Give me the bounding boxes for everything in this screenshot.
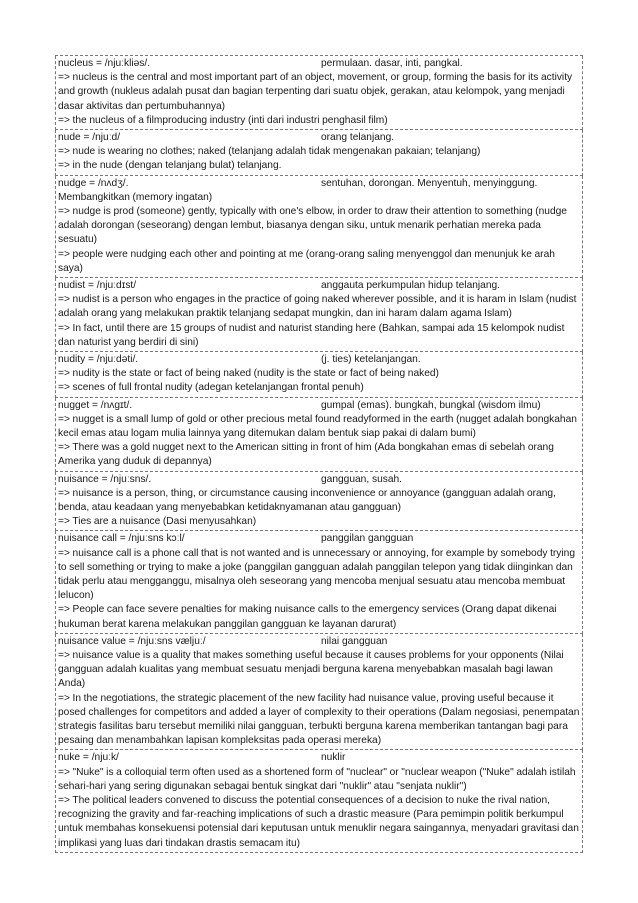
entry-header bbox=[58, 131, 580, 145]
entry-term: nucleus = /njuːkliəs/. bbox=[58, 58, 151, 69]
entry-term: nudist = /njuːdɪst/ bbox=[58, 280, 137, 291]
entry-gloss: orang telanjang. bbox=[321, 132, 395, 143]
entry-line: => nucleus is the central and most important part of an object, movement, or group, forming the basis for its activity and growth (nukleus adalah pusat dan bagian terpenting dari suatu objek, gerakan, atau kelompok, yang menjadi dasar aktivitas dan pertumbuhannya) bbox=[58, 72, 573, 112]
entry-header bbox=[58, 353, 580, 367]
entry-line: => The political leaders convened to discuss the potential consequences of a decision to nuke the rival nation, recognizing the gravity and far-reaching implications of such a drastic measure (Para pemimpin politik berkumpul untuk membahas konsekuensi potensial dari keputusan untuk menuklir negara saingannya, menyadari gravitasi dan implikasi yang luas dari tindakan drastis semacam itu) bbox=[58, 795, 579, 849]
entry-gloss: gumpal (emas). bungkah, bungkal (wisdom ilmu) bbox=[321, 399, 541, 411]
entry-gloss: sentuhan, dorongan. Menyentuh, menyinggung. bbox=[321, 177, 538, 189]
entry-gloss: (j. ties) ketelanjangan. bbox=[321, 354, 421, 365]
entry-header bbox=[58, 57, 580, 71]
dictionary-page bbox=[55, 55, 583, 853]
entry-line: => people were nudging each other and pointing at me (orang-orang saling menyenggol dan menunjuk ke arah saya) bbox=[58, 248, 555, 274]
entry-gloss: anggauta perkumpulan hidup telanjang. bbox=[321, 280, 500, 291]
entry-line: => nuisance value is a quality that makes something useful because it causes problems for your opponents (Nilai gangguan adalah kualitas yang membuat sesuatu menjadi berguna karena menyebabkan masalah bagi lawan Anda) bbox=[58, 649, 564, 690]
entry-term: nuisance = /njuːsns/. bbox=[58, 473, 152, 485]
entry-line: => nude is wearing no clothes; naked (telanjang adalah tidak mengenakan pakaian; telanjang) bbox=[58, 146, 481, 158]
entry-term: nuke = /njuːk/ bbox=[58, 752, 119, 764]
entry-term: nuisance call = /njuːsns kɔːl/ bbox=[58, 533, 185, 545]
entry-line: => nudge is prod (someone) gently, typically with one's elbow, in order to draw their attention to something (nudge adalah dorongan (seseorang) dengan lembut, biasanya dengan siku, untuk menarik perhatian mereka pada sesuatu) bbox=[58, 205, 567, 246]
entry-gloss: nilai gangguan bbox=[321, 635, 388, 647]
entry-term: nuisance value = /njuːsns væljuː/ bbox=[58, 635, 206, 647]
entry-gloss: panggilan gangguan bbox=[321, 533, 414, 545]
entry-line: => the nucleus of a filmproducing industry (inti dari industri penghasil film) bbox=[58, 114, 388, 126]
entry-header bbox=[58, 635, 580, 649]
entry-nugget bbox=[55, 398, 583, 472]
entry-line: => In fact, until there are 15 groups of nudist and naturist standing here (Bahkan, sampai ada 15 kelompok nudist dan naturist yang berdiri di sini) bbox=[58, 322, 565, 348]
entry-line: => Ties are a nuisance (Dasi menyusahkan) bbox=[58, 516, 257, 528]
entry-nudist bbox=[55, 278, 583, 352]
entry-nuisance bbox=[55, 472, 583, 532]
entry-line: => in the nude (dengan telanjang bulat) telanjang. bbox=[58, 160, 282, 172]
entry-header bbox=[58, 279, 580, 293]
entry-line: => nuisance call is a phone call that is not wanted and is unnecessary or annoying, for example by somebody trying to sell something or trying to make a joke (panggilan gangguan adalah panggilan telepon yang tidak diinginkan dan tidak perlu atau mengganggu, misalnya oleh seseorang yang mencoba menjual sesuatu atau mencoba membuat lelucon) bbox=[58, 547, 576, 602]
entry-gloss: permulaan. dasar, inti, pangkal. bbox=[321, 58, 463, 69]
entry-term: nude = /njuːd/ bbox=[58, 132, 121, 143]
entry-header bbox=[58, 177, 580, 191]
entry-nuisance-value bbox=[55, 634, 583, 751]
entry-line: => People can face severe penalties for making nuisance calls to the emergency services (Orang dapat dikenai hukuman berat karena melakukan panggilan gangguan ke layanan darurat) bbox=[58, 604, 557, 630]
entry-line: Membangkitkan (memory ingatan) bbox=[58, 191, 213, 203]
entry-nucleus bbox=[55, 56, 583, 130]
entry-gloss: nuklir bbox=[321, 752, 346, 764]
entry-line: => nuisance is a person, thing, or circumstance causing inconvenience or annoyance (gangguan adalah orang, benda, atau keadaan yang menyebabkan ketidaknyamanan atau gangguan) bbox=[58, 487, 556, 513]
entry-nude bbox=[55, 130, 583, 176]
entry-header bbox=[58, 473, 580, 487]
entry-nuke bbox=[55, 750, 583, 852]
entry-header bbox=[58, 751, 580, 765]
entry-line: => nudist is a person who engages in the practice of going naked wherever possible, and it is haram in Islam (nudist adalah orang yang melakukan praktik telanjang sedapat mungkin, dan ini haram dalam agama Islam) bbox=[58, 294, 577, 320]
entry-nudge bbox=[55, 176, 583, 278]
entry-line: => There was a gold nugget next to the American sitting in front of him (Ada bongkahan emas di sebelah orang Amerika yang duduk di depannya) bbox=[58, 442, 554, 468]
entry-term: nudge = /nʌdʒ/. bbox=[58, 177, 129, 189]
entry-line: => In the negotiations, the strategic placement of the new facility had nuisance value, proving useful because it posed challenges for competitors and added a layer of complexity to their operations (Dalam negosiasi, penempatan strategis fasilitas baru tersebut memiliki nilai gangguan, terbukti berguna karena memberikan tantangan bagi para pesaing dan menambahkan lapisan kompleksitas pada operasi mereka) bbox=[58, 692, 580, 747]
entry-line: => nugget is a small lump of gold or other precious metal found readyformed in the earth (nugget adalah bongkahan kecil emas atau logam mulia lainnya yang ditemukan dalam bentuk siap pakai di dalam bumi) bbox=[58, 413, 577, 439]
entry-line: => scenes of full frontal nudity (adegan ketelanjangan frontal penuh) bbox=[58, 382, 364, 394]
entry-nudity bbox=[55, 352, 583, 398]
entry-line: => nudity is the state or fact of being naked (nudity is the state or fact of being naked) bbox=[58, 368, 439, 380]
entry-gloss: gangguan, susah. bbox=[321, 473, 403, 485]
entry-nuisance-call bbox=[55, 531, 583, 633]
entry-header bbox=[58, 399, 580, 413]
entry-line: => "Nuke" is a colloquial term often used as a shortened form of "nuclear" or "nuclear weapon ("Nuke" adalah istilah sehari-hari yang sering digunakan sebagai bentuk singkat dari "nuklir" atau "senjata nuklir") bbox=[58, 766, 576, 792]
entry-term: nugget = /nʌɡɪt/. bbox=[58, 399, 133, 411]
entry-term: nudity = /njuːdəti/. bbox=[58, 354, 139, 365]
entry-header bbox=[58, 532, 580, 546]
